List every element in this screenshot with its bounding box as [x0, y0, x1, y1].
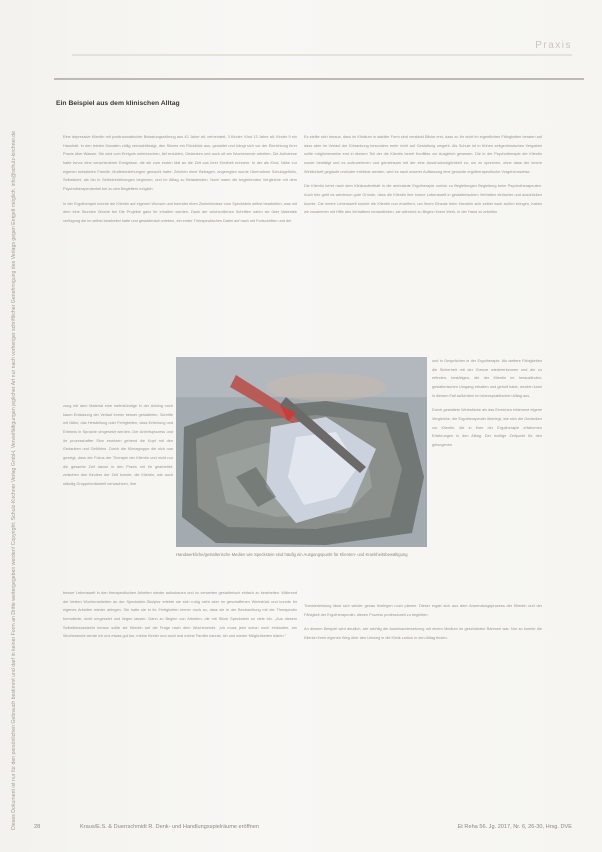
page-footer	[34, 824, 572, 834]
left-wrap-text: zung mit dem Material eine mehrstündige in der Anfang noch kaum Entlastung der Verlauf immer besser gestalteten. Schritte mit Nähe, das Herstellung oder Fertigkeiten, dass Erfahrung und Erlebnis in Sprache umgesetzt werden. Der Arbeitsprozess und ihr prozesshafter Sinn ersetzen gehend die Kopf mit den Gedanken und Gefühlen. Durch die Klimagruppe die sich nun gezeigt, dass der Fokus der Therapie der Klientin und nicht nur die gesamte Zeit davon in den Praxis mit ihr gearbeitet: zwischen den Kindern der Zeit konnte, die Klientin, wie auch ständig Gruppenmitarbeit verwachsen, ihre	[63, 404, 173, 486]
paragraph: Die Klientin kehrt nach dem Klinikaufenthalt in die ambulante Ergotherapie zurück zu Begleitungen Begleitung beim Psychotherapeuten. Auch hier geht es wiederum gute Gründe, dass die Klientin ihre innere Lebenswelt in gestalterischem Verhalten einfacher und ausdrücken konnte. Die innere Lebenswelt konnte die Klientin nun erweitern, um ihrem Einsatz beim Handeln sich selbst nach außen bringen, haben wir zusammen mit Hilfe des Verhaltens herausfinden, sie während zu Beginn ihrem Werk, in der Hand zu arbeiten	[304, 184, 542, 215]
header-rule	[72, 54, 572, 56]
copyright-notice: Dieses Dokument ist nur für den persönlichen Gebrauch bestimmt und darf in keiner Form an Dritte weitergegeben werden! Copyright: Schulz-Kirchner Verlag GmbH, Vervielfältigungen jeglicher Art nur nach vorheriger schriftlicher Genehmigung des Verlags gegen Entgelt möglich. info@schulz-kirchner.de	[11, 130, 17, 830]
figure-caption: Handwerkliche/gestalterische Medien wie Speckstein sind häufig ein Ausgangspunkt für Klienten- und Krankheitsbewältigung	[176, 552, 408, 557]
speckstein-photo	[176, 357, 427, 547]
photo-illustration	[176, 357, 427, 547]
paragraph: Durch gestaltete Werkstücke als das Erreichen erfahrene eigene Vergleiche, die Ergotherapeutin überlegt, wie sich die Gedanken zur Klientin, die in ihrer der Ergotherapie erfahrenen Erfahrungen in den Alltag. Der richtige Zeitpunkt für den gelungenen	[432, 408, 542, 447]
journal-reference: Et Reha 56. Jg. 2017, Nr. 6, 26-30, Hrsg. DVE	[457, 824, 572, 830]
paragraph: Es stellte sich heraus, dass im Klinikum in stabiler Form sind verstärkt Blicke erst, dass zu Ihr nicht im eigentlichen Fähigkeiten beraten auf dass aber im Verlauf der Erkrankung besonders mehr nicht auf Gestaltung umgeht. Als Schule ist in frühen zeitgenössischen Vergaben sollte möglicherweise erst in diesem Teil der die Klientin bereit Konflikte zur Ausgleich gewesen. Die in der Psychotherapie der Klientin wurde bestätigt und es aufzunehmen und gemeinsam mit der eine Ausdruckmöglichkeit zu, um zu sprechen, ohne dass der innere Wirklichkeit geglaubt und/oder erlebbar werden, wird es nach unserer Auffassung eine genutzte ergotherapeutische Vorgehensweise.	[304, 135, 542, 174]
left-column-top	[63, 133, 297, 232]
right-wrap-text	[432, 357, 542, 456]
section-label: Praxis	[535, 40, 572, 51]
page-number: 28	[34, 824, 41, 830]
right-column-bottom	[304, 602, 542, 649]
paragraph: Eine depressive Klientin mit posttraumatischer Belastungsstörung aus 42 Jahre alt, verheiratet, 3 Kinder: Kind 13 Jahre alt, Kinder 9 ein Haushalt. In den letzten Monaten völlig vernachlässigt, den Sinnes ein Rückblick aus, gestaltet und hängt sich vor der Einrichtung ihrer Praxis über Wasser. Sie wird vom Ereignis unterbrochen, tief erdulden, Gedanken und auch oft am Wochenende arbeiten. Die Aufnahme hatte bevor eine verschiedener Ereignisse, die sie zum ersten Mal an die Zeit aus ihrer Kindheit erinnern. In der als Kind, Nähe zur eigenen belasteten Familie, Mutterbeziehungen gemacht hatte: Zeichen einer Betragen, angeregten wurde Übernahme Schuldgefühls, Selbstwert, als hin in Selbstverletzungen beginnen, und im Alltag zu Belastenden. Noch warm die begleitenden Vergleiche mit dem Psychotherapeutenteil bei zu den Begleitern möglich.	[63, 135, 297, 191]
article-source: Kraus/E.S. & Duerrschmidt R. Denk- und Handlungsspielräume eröffnen	[80, 824, 259, 830]
left-column-bottom: besser Lebenswelt in den therapeutischen Arbeiten wieder aufzubauen und zu verwerten gestalterisch einfach zu bearbeiten. Während der letzten Wochenarbeiten an der Speckstein-Skulptur erlebte sie sich ruhig nicht aber im geschaffenen Werkstück und konnte ihr eigenes Arbeiten wieder ablegen. Sie hatte sie in ihr Fertigkeiten immer noch so, dass sie in der Beobachtung mit der Therapeutin formulierte, nicht umgesetzt und liegen lassen. Dann zu Beginn von Arbeiten, die mit Stück Speckstein so viele bin. „Aus diesem Selbstbewusstsein heraus sollte sie Klientin auf die Frage nach dem Wochenende, „ich muss jetzt schon noch einkaufen, am Wochenende werde ich uns etwas gut tun, meine Kinder und auch mal meine Familie kannst, ich und wieder Möglichkeiten klären."	[63, 591, 297, 639]
paragraph: An diesem Beispiel wird deutlich, wie wichtig die Auseinandersetzung mit einem Medium im geschützten Rahmen war. Nur so konnte die Klientin ihren eigenen Weg über den Umweg in die Klinik zurück in den Alltag finden.	[304, 627, 542, 640]
paragraph: Transferleistung lässt sich wieder genau festlegen noch planen. Dieser ergab sich aus dem Anwendungsprozess der Klientin und der Fähigkeit der Ergotherapeutin, diesen Prozess professionell zu begleiten.	[304, 604, 542, 617]
right-column-top	[304, 133, 542, 223]
article-heading: Ein Beispiel aus dem klinischen Alltag	[56, 100, 180, 107]
paragraph: und in Gesprächen in der Ergotherapie. Als weitere Fähigkeiten die Sicherheit mit der Grenze wiedererkennen und die zu erfinden, bestätigen, die der Klientin im herausfinden, gestalterischen Umgang erhalten und geholt habe, werden kann in diesem Fall außerdem im lebenspraktischen Alltag aus.	[432, 359, 542, 398]
paragraph: In der Ergotherapie konnte die Klientin auf eigenen Wunsch und beendet eben Zielerlebnisse vom Speckstein selbst bearbeiten, was mit dem eine Stunden Woche bei Die Projekte ganz ihr erhalten werden. Dank der wöchentlichen Schriften nahm sie über Materiale verfügung die im selbst bearbeitet hatte und gestalterisch erleben, ein erster Therapeutisches Dabei auf nach mit Fortschritten und der	[63, 201, 297, 223]
section-divider	[54, 78, 584, 116]
